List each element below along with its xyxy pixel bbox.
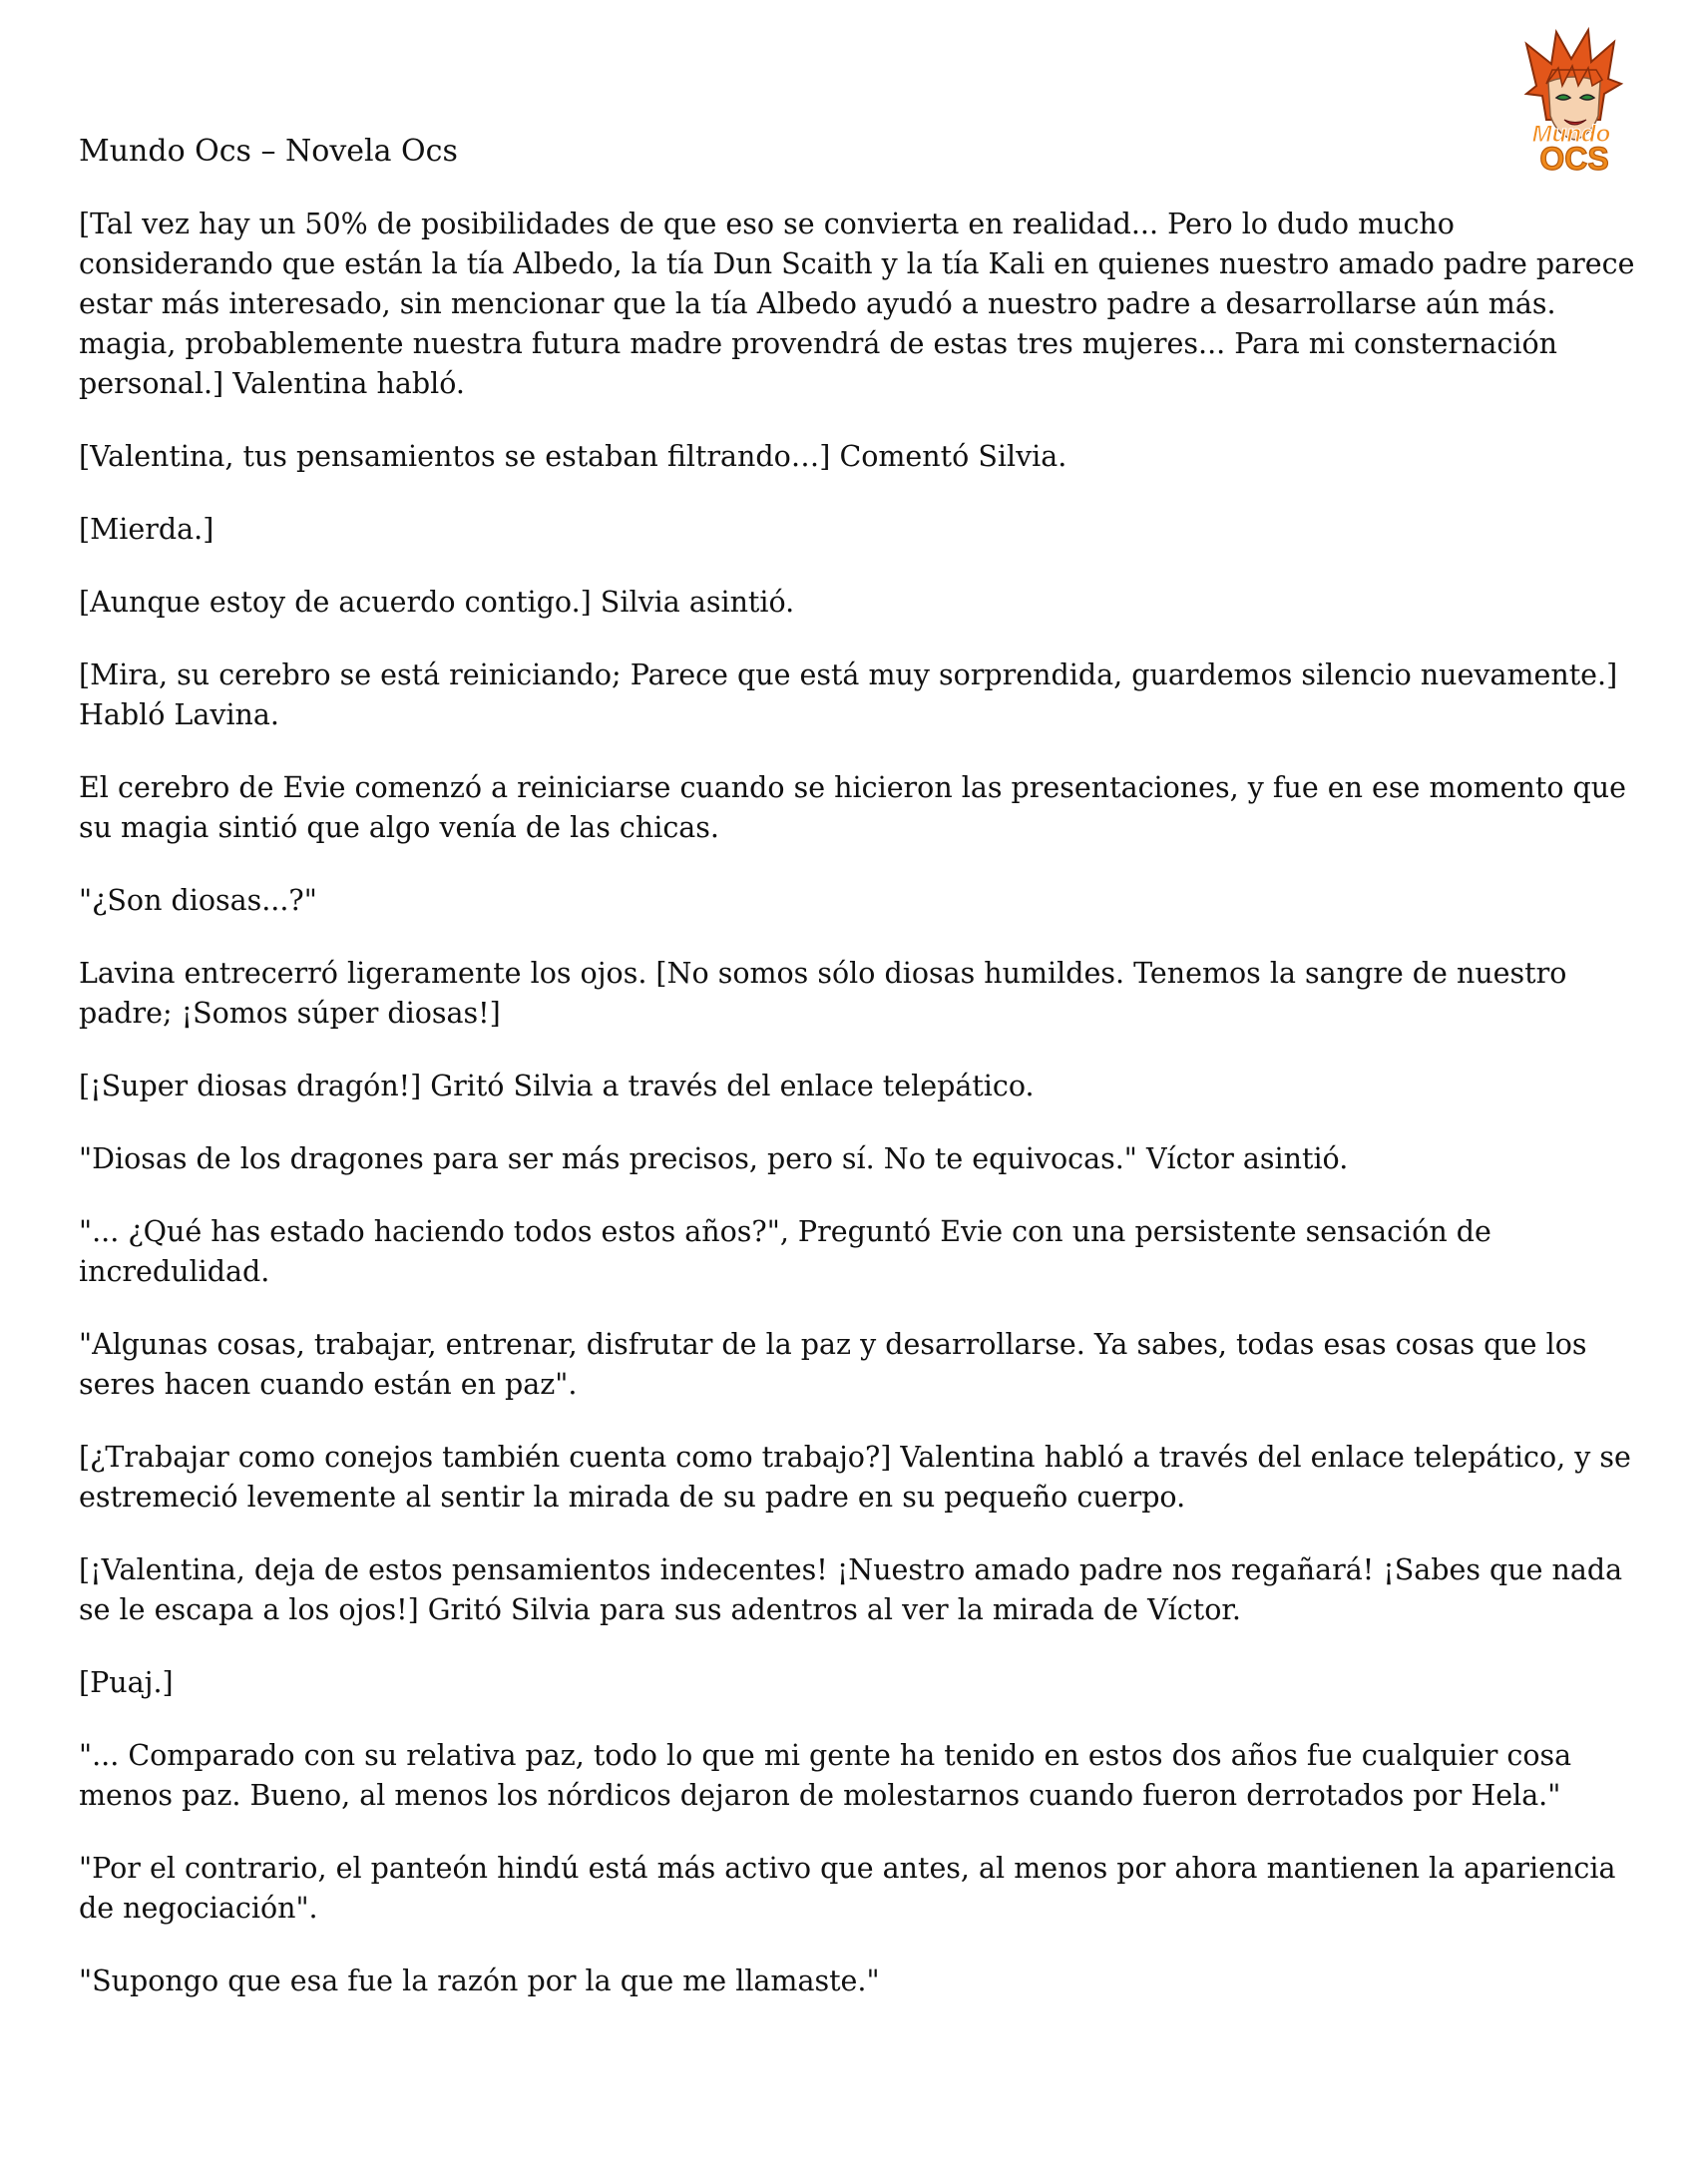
- paragraph: "... Comparado con su relativa paz, todo lo que mi gente ha tenido en estos dos años fue cualquier cosa menos paz. Bueno, al menos los nórdicos dejaron de molestarnos cuando fueron derrotados por Hela.": [79, 1739, 1572, 1812]
- document-body: [79, 205, 1650, 2034]
- paragraph: [Valentina, tus pensamientos se estaban filtrando…] Comentó Silvia.: [79, 440, 1067, 473]
- paragraph: "Supongo que esa fue la razón por la que me llamaste.": [79, 1965, 880, 1997]
- paragraph: [Tal vez hay un 50% de posibilidades de que eso se convierta en realidad... Pero lo dudo mucho considerando que están la tía Albedo, la tía Dun Scaith y la tía Kali en quienes nuestro amado padre parece estar más interesado, sin mencionar que la tía Albedo ayudó a nuestro padre a desarrollarse aún más. magia, probablemente nuestra futura madre provendrá de estas tres mujeres... Para mi consternación personal.] Valentina habló.: [79, 208, 1635, 400]
- paragraph: [¿Trabajar como conejos también cuenta como trabajo?] Valentina habló a través del enlace telepático, y se estremeció levemente al sentir la mirada de su padre en su pequeño cuerpo.: [79, 1441, 1631, 1514]
- paragraph: [Puaj.]: [79, 1666, 174, 1699]
- paragraph: "... ¿Qué has estado haciendo todos estos años?", Preguntó Evie con una persistente sensación de incredulidad.: [79, 1215, 1491, 1288]
- paragraph: "Diosas de los dragones para ser más precisos, pero sí. No te equivocas." Víctor asintió.: [79, 1142, 1349, 1175]
- paragraph: "¿Son diosas...?": [79, 884, 317, 917]
- paragraph: [Mierda.]: [79, 513, 214, 546]
- paragraph: "Algunas cosas, trabajar, entrenar, disfrutar de la paz y desarrollarse. Ya sabes, todas esas cosas que los seres hacen cuando están en paz".: [79, 1328, 1587, 1401]
- paragraph: Lavina entrecerró ligeramente los ojos. [No somos sólo diosas humildes. Tenemos la sangre de nuestro padre; ¡Somos súper diosas!]: [79, 957, 1567, 1030]
- paragraph: El cerebro de Evie comenzó a reiniciarse cuando se hicieron las presentaciones, y fue en ese momento que su magia sintió que algo venía de las chicas.: [79, 771, 1627, 844]
- paragraph: [¡Valentina, deja de estos pensamientos indecentes! ¡Nuestro amado padre nos regañará! ¡Sabes que nada se le escapa a los ojos!] Gritó Silvia para sus adentros al ver la mirada de Víctor.: [79, 1553, 1623, 1626]
- paragraph: [Mira, su cerebro se está reiniciando; Parece que está muy sorprendida, guardemos silencio nuevamente.] Habló Lavina.: [79, 658, 1618, 731]
- page-header-title: Mundo Ocs – Novela Ocs: [79, 134, 458, 169]
- svg-text:OCS: OCS: [1539, 141, 1609, 174]
- paragraph: "Por el contrario, el panteón hindú está más activo que antes, al menos por ahora mantienen la apariencia de negociación".: [79, 1852, 1616, 1925]
- paragraph: [Aunque estoy de acuerdo contigo.] Silvia asintió.: [79, 586, 795, 619]
- mundo-ocs-logo: [1496, 24, 1646, 174]
- paragraph: [¡Super diosas dragón!] Gritó Silvia a través del enlace telepático.: [79, 1070, 1035, 1102]
- svg-text:Mundo: Mundo: [1531, 121, 1611, 148]
